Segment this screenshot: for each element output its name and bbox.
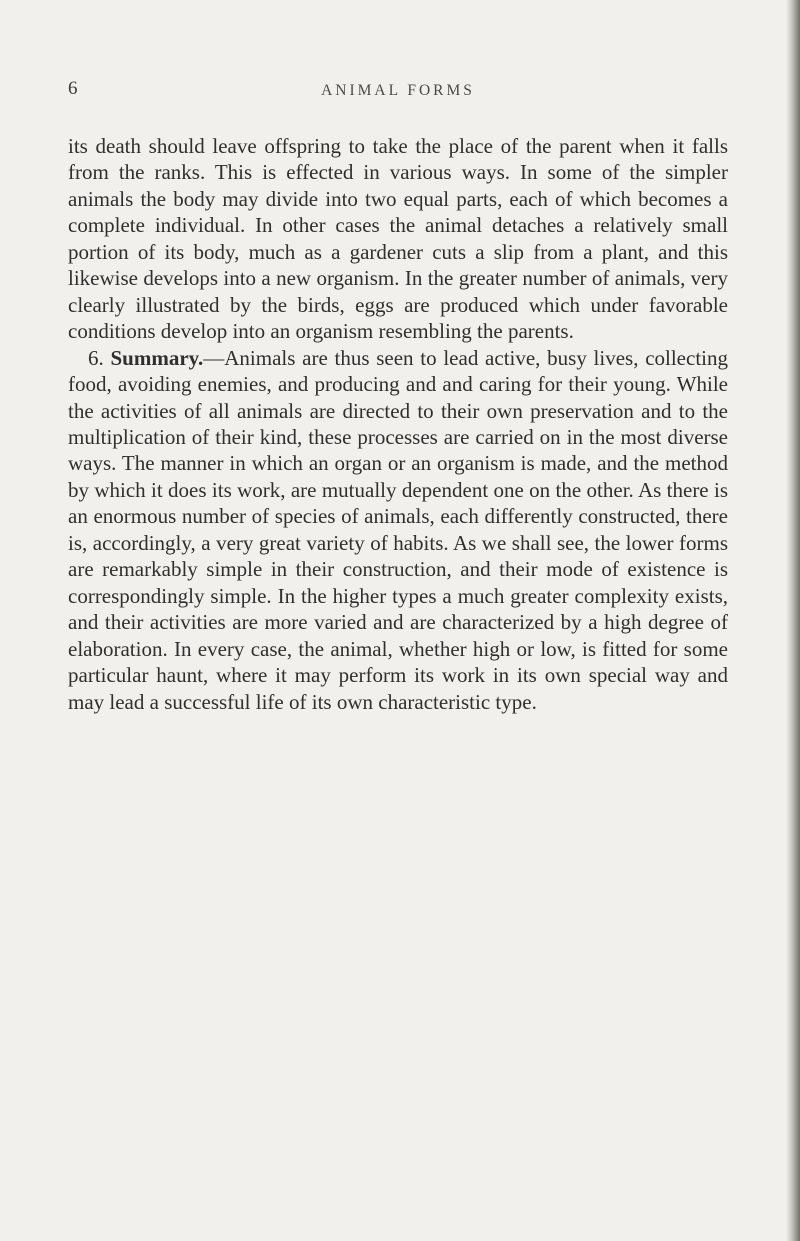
page-binding-edge [786, 0, 800, 1241]
body-text [68, 133, 728, 715]
running-head: ANIMAL FORMS [321, 82, 475, 99]
section-heading: Summary. [110, 345, 204, 370]
section-number: 6. [88, 345, 104, 370]
page-number: 6 [68, 78, 78, 99]
paragraph-continuation: its death should leave offspring to take the place of the parent when it falls from the ranks. This is effected in various ways. In some of the simpler animals the body may divide into two equal parts, each of which becomes a complete individual. In other cases the animal detaches a relatively small portion of its body, much as a gardener cuts a slip from a plant, and this likewise develops into a new organism. In the greater number of animals, very clearly illustrated by the birds, eggs are produced which under favorable conditions develop into an organism resembling the parents. [68, 134, 728, 344]
page-header [68, 78, 728, 108]
summary-text: —Animals are thus seen to lead active, busy lives, collecting food, avoiding enemies, and producing and and caring for their young. While the activities of all animals are directed to their own preservation and to the multiplication of their kind, these processes are carried on in the most diverse ways. The manner in which an organ or an organism is made, and the method by which it does its work, are mutually dependent one on the other. As there is an enormous number of species of animals, each differently constructed, there is, accordingly, a very great variety of habits. As we shall see, the lower forms are remarkably simple in their construction, and their mode of existence is correspondingly simple. In the higher types a much greater complexity exists, and their activities are more varied and are characterized by a high degree of elaboration. In every case, the animal, whether high or low, is fitted for some particular haunt, where it may perform its work in its own special way and may lead a successful life of its own characteristic type. [68, 345, 728, 714]
paragraph-summary [68, 345, 728, 715]
